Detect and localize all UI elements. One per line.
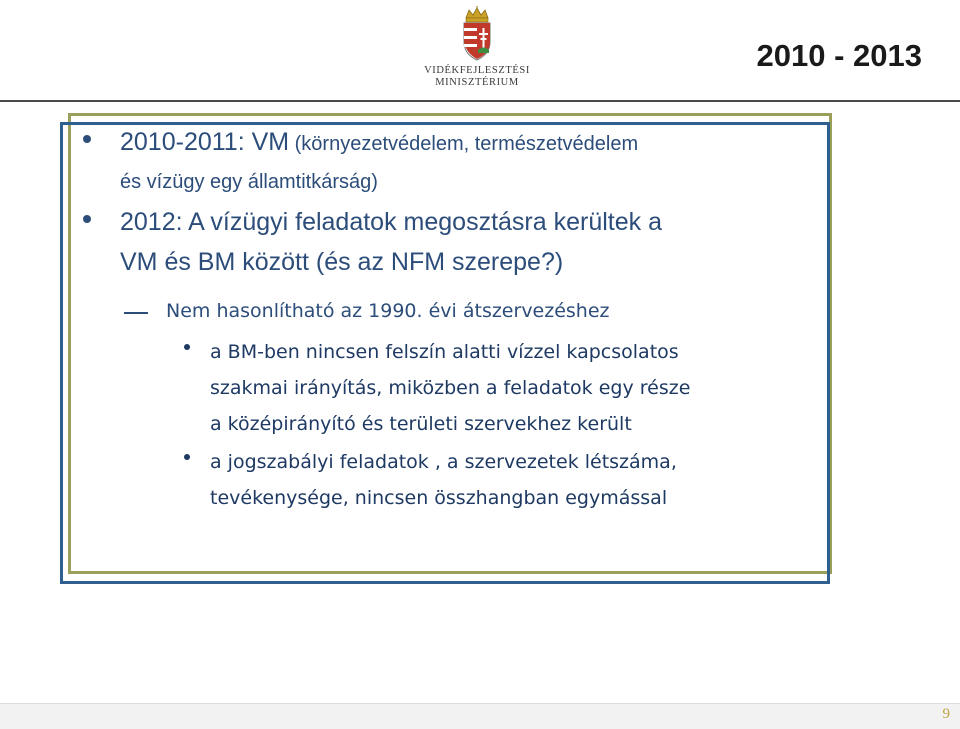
bullet-main-text: 2010-2011: VM bbox=[120, 128, 290, 156]
footer-bar bbox=[0, 703, 960, 729]
dash-item bbox=[166, 300, 610, 322]
bullet-item bbox=[120, 124, 638, 202]
sub-bullet-item bbox=[210, 334, 690, 442]
bullet-main-text: VM és BM között (és az NFM szerepe?) bbox=[120, 248, 564, 276]
sub-bullet-line: a jogszabályi feladatok , a szervezetek létszáma, bbox=[210, 451, 677, 473]
bullet-line bbox=[120, 244, 662, 284]
sub-bullet-line: tevékenysége, nincsen összhangban egymással bbox=[210, 487, 668, 509]
sub-bullet-item bbox=[210, 444, 677, 516]
bullet-detail-text: és vízügy egy államtitkárság) bbox=[120, 171, 378, 193]
bullet-icon bbox=[83, 135, 91, 143]
sub-bullet-line: a középirányító és területi szervekhez került bbox=[210, 413, 632, 435]
logo-text-line2: MINISZTÉRIUM bbox=[435, 77, 519, 88]
bullet-line bbox=[120, 204, 662, 244]
sub-bullet-icon bbox=[184, 344, 190, 350]
sub-bullet-line: szakmai irányítás, miközben a feladatok egy része bbox=[210, 377, 691, 399]
dash-item-text: Nem hasonlítható az 1990. évi átszervezéshez bbox=[166, 300, 610, 322]
dash-icon bbox=[124, 312, 148, 314]
bullet-icon bbox=[83, 215, 91, 223]
bullet-detail-text: (környezetvédelem, természetvédelem bbox=[289, 133, 639, 155]
bullet-line bbox=[120, 164, 638, 202]
logo-text-line1: VIDÉKFEJLESZTÉSI bbox=[424, 65, 530, 76]
bullet-item bbox=[120, 204, 662, 284]
bullet-line bbox=[120, 124, 638, 164]
sub-bullet-line: a BM-ben nincsen felszín alatti vízzel kapcsolatos bbox=[210, 341, 679, 363]
sub-bullet-icon bbox=[184, 454, 190, 460]
bullet-main-text: 2012: A vízügyi feladatok megosztásra kerültek a bbox=[120, 208, 662, 236]
period-title: 2010 - 2013 bbox=[756, 38, 922, 73]
page-number: 9 bbox=[942, 706, 950, 722]
